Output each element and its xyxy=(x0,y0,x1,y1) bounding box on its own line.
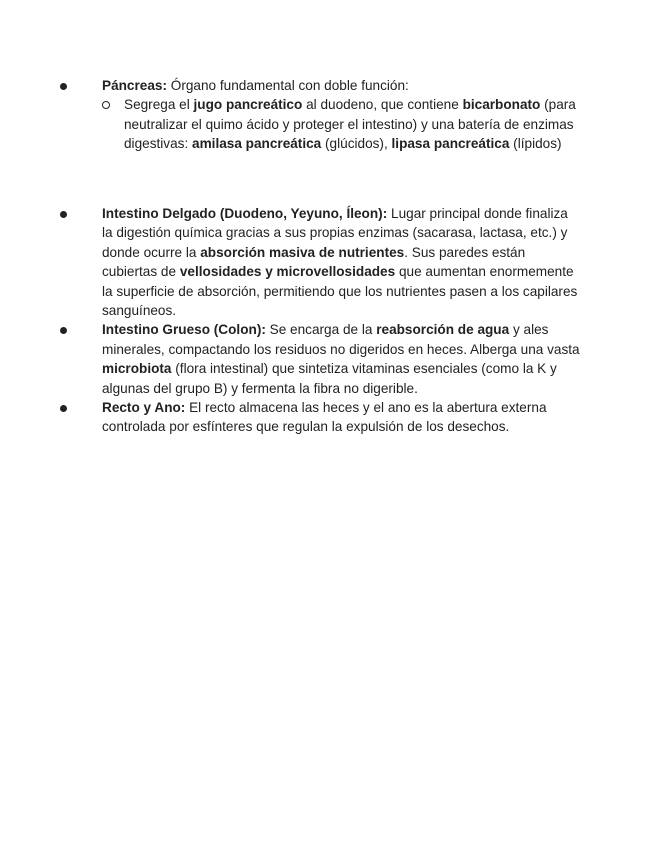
pancreas-text: Órgano fundamental con doble función: xyxy=(167,78,409,93)
list-item-pancreas xyxy=(60,76,580,154)
list-item-recto-ano xyxy=(60,398,580,437)
bullet-list-pancreas xyxy=(60,76,580,154)
delgado-text-2: . Sus paredes están cubiertas de xyxy=(102,244,526,280)
sublist-pancreas xyxy=(102,95,580,153)
sub-text-2: al duodeno, que contiene xyxy=(302,97,463,113)
delgado-label: Intestino Delgado (Duodeno, Yeyuno, Íleon): xyxy=(102,206,388,221)
pancreas-label: Páncreas: xyxy=(102,78,167,93)
delgado-bold-1: absorción masiva de nutrientes xyxy=(200,244,405,260)
grueso-label: Intestino Grueso (Colon): xyxy=(102,322,266,338)
recto-label: Recto y Ano: xyxy=(102,400,186,416)
sub-bold-4: lipasa pancreática xyxy=(391,136,510,152)
list-item-intestino-grueso xyxy=(60,320,580,398)
delgado-text-3: que aumentan enormemente la superficie de absorción, permitiendo que los nutrientes pasen a los capilares sanguíneos. xyxy=(102,264,578,319)
recto-text: El recto almacena las heces y el ano es la abertura externa controlada por esfínteres que regulan la expulsión de los desechos. xyxy=(102,400,547,435)
sub-text-5: (lípidos) xyxy=(509,136,562,152)
bullet-list-intestines xyxy=(60,204,580,437)
circle-bullet-icon xyxy=(102,101,110,109)
sub-bold-3: amilasa pancreática xyxy=(192,136,322,152)
grueso-text-3: (flora intestinal) que sintetiza vitaminas esenciales (como la K y algunas del grupo B) y fermenta la fibra no digerible. xyxy=(102,361,557,396)
bullet-icon xyxy=(60,327,67,334)
sub-bold-2: bicarbonato xyxy=(462,97,541,113)
bullet-icon xyxy=(60,405,67,412)
bullet-icon xyxy=(60,83,67,90)
sublist-item-pancreatic-juice xyxy=(102,95,580,153)
list-item-intestino-delgado xyxy=(60,204,580,320)
sub-bold-1: jugo pancreático xyxy=(193,97,303,113)
sub-text-4: (glúcidos), xyxy=(321,136,392,152)
delgado-text-1: Lugar principal donde finaliza la digestión química gracias a sus propias enzimas (sacarasa, lactasa, etc.) y donde ocurre la xyxy=(102,206,568,260)
sub-text-3: (para neutralizar el quimo ácido y proteger el intestino) y una batería de enzimas digestivas: xyxy=(124,97,576,152)
grueso-bold-2: microbiota xyxy=(102,361,172,377)
grueso-bold-1: reabsorción de agua xyxy=(376,322,510,338)
delgado-bold-2: vellosidades y microvellosidades xyxy=(179,264,396,280)
bullet-icon xyxy=(60,211,67,218)
sub-text-1: Segrega el xyxy=(124,97,194,113)
grueso-text-2: y ales minerales, compactando los residuos no digeridos en heces. Alberga una vasta xyxy=(102,322,580,357)
grueso-text-1: Se encarga de la xyxy=(265,322,377,338)
